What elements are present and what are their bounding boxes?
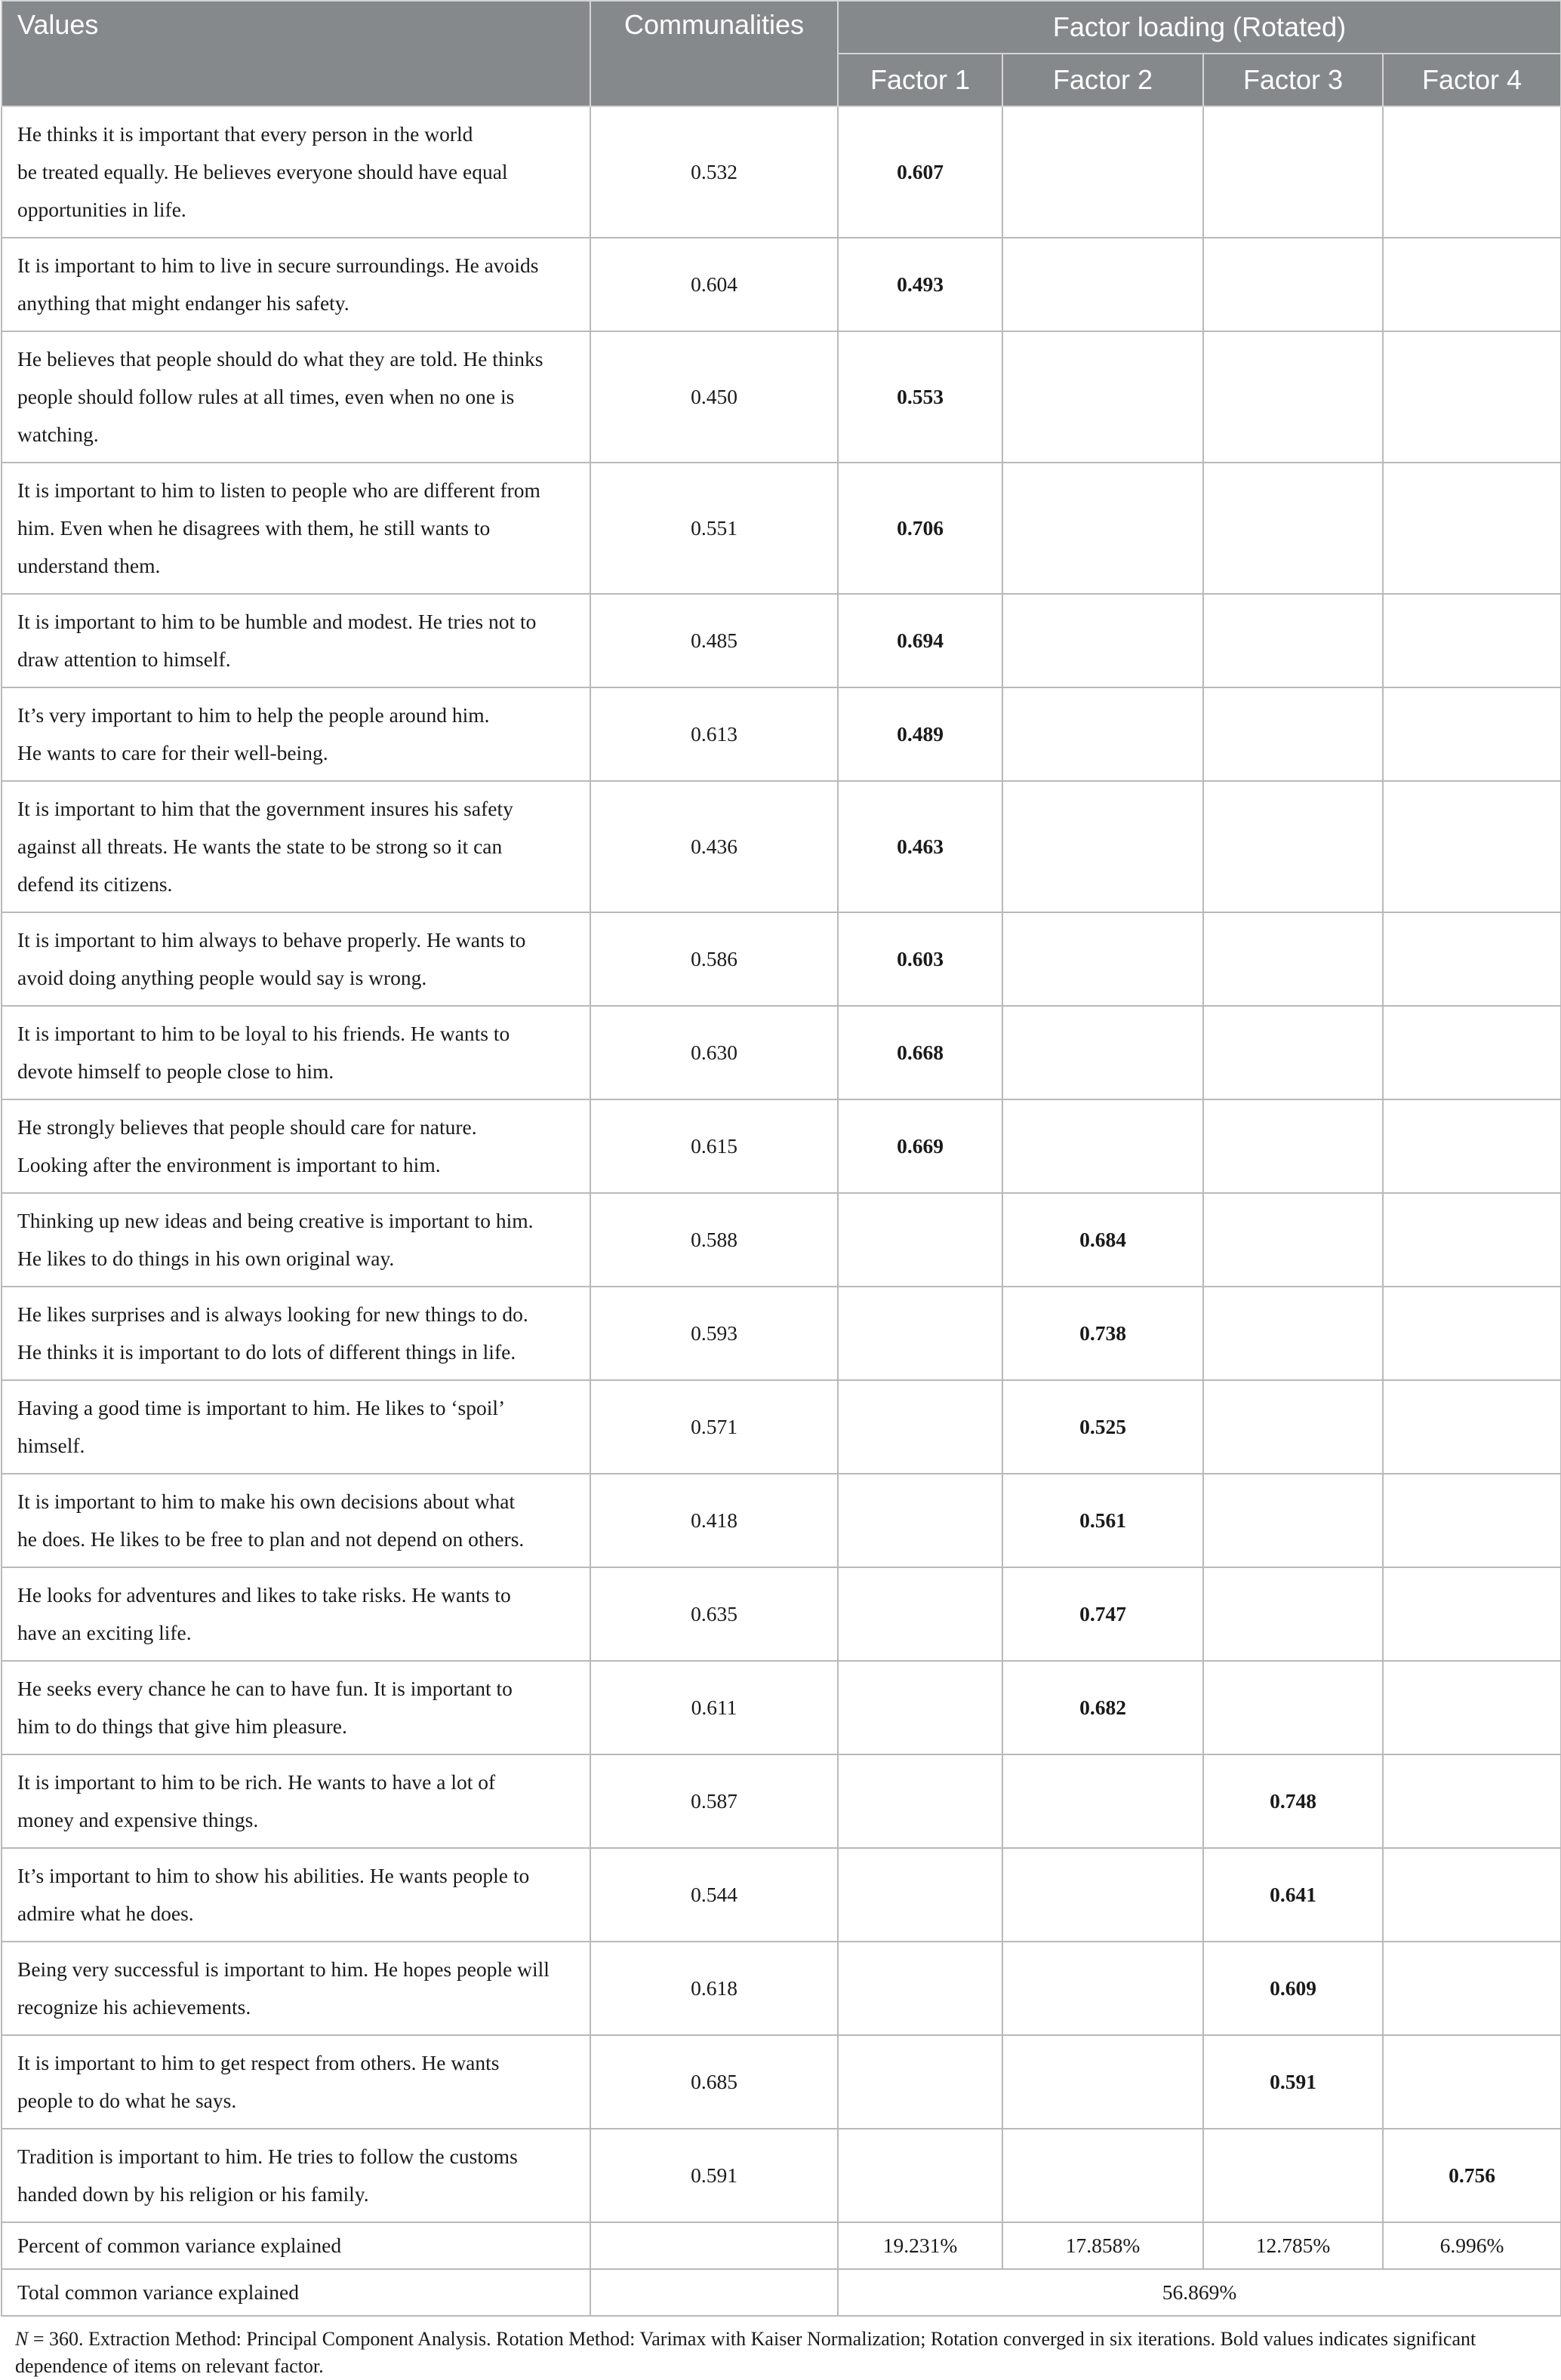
factor-1-loading — [838, 1848, 1002, 1942]
value-item-text — [2, 1193, 590, 1287]
footnote-text: = 360. Extraction Method: Principal Component Analysis. Rotation Method: Varimax with Kaiser Normalization; Rotation converged in six iterations. Bold values indicates significant dependence of items on relevant factor. — [15, 2328, 1476, 2377]
value-item-line: recognize his achievements. — [17, 1995, 251, 2019]
value-item-line: devote himself to people close to him. — [17, 1059, 334, 1083]
communality-value: 0.685 — [590, 2035, 838, 2129]
factor-2-loading: 0.561 — [1002, 1474, 1203, 1567]
value-item-line: people to do what he says. — [17, 2089, 237, 2112]
communality-value: 0.593 — [590, 1287, 838, 1380]
value-item-line: It’s very important to him to help the people around him. — [17, 703, 490, 727]
factor-4-loading — [1383, 331, 1561, 463]
value-item-text — [2, 331, 590, 463]
value-item-text — [2, 1848, 590, 1942]
factor-4-loading — [1383, 1848, 1561, 1942]
communality-value: 0.588 — [590, 1193, 838, 1287]
communality-value: 0.587 — [590, 1754, 838, 1848]
header-values: Values — [2, 1, 590, 106]
value-item-line: handed down by his religion or his family. — [17, 2182, 369, 2206]
factor-2-loading — [1002, 1006, 1203, 1099]
factor-2-loading: 0.682 — [1002, 1661, 1203, 1754]
value-item-line: It is important to him to get respect from others. He wants — [17, 2051, 500, 2074]
factor-3-loading — [1203, 1099, 1383, 1193]
percent-variance-factor-4: 6.996% — [1383, 2222, 1561, 2269]
total-variance-value: 56.869% — [838, 2269, 1561, 2316]
factor-3-loading — [1203, 238, 1383, 331]
header-factor-2: Factor 2 — [1002, 54, 1203, 106]
factor-3-loading — [1203, 2129, 1383, 2222]
factor-2-loading: 0.525 — [1002, 1380, 1203, 1474]
factor-4-loading — [1383, 912, 1561, 1006]
value-item-text — [2, 594, 590, 687]
table-row — [2, 1006, 1561, 1099]
value-item-line: He thinks it is important that every person in the world — [17, 122, 473, 146]
total-variance-communalities-cell — [590, 2269, 838, 2316]
factor-2-loading — [1002, 781, 1203, 912]
summary-row-percent — [2, 2222, 1561, 2269]
value-item-line: watching. — [17, 423, 99, 446]
factor-2-loading — [1002, 1942, 1203, 2035]
factor-2-loading — [1002, 331, 1203, 463]
table-row — [2, 1287, 1561, 1380]
factor-4-loading — [1383, 781, 1561, 912]
value-item-line: It is important to him to be rich. He wants to have a lot of — [17, 1770, 496, 1794]
factor-3-loading — [1203, 687, 1383, 781]
table-row — [2, 1474, 1561, 1567]
factor-2-loading — [1002, 106, 1203, 238]
value-item-text — [2, 463, 590, 594]
factor-2-loading — [1002, 912, 1203, 1006]
header-factor-3: Factor 3 — [1203, 54, 1383, 106]
factor-4-loading — [1383, 463, 1561, 594]
factor-4-loading — [1383, 687, 1561, 781]
communality-value: 0.604 — [590, 238, 838, 331]
table-footnote — [0, 2317, 1561, 2380]
value-item-line: He likes surprises and is always looking for new things to do. — [17, 1302, 528, 1326]
factor-3-loading — [1203, 106, 1383, 238]
value-item-line: money and expensive things. — [17, 1808, 259, 1831]
factor-2-loading — [1002, 463, 1203, 594]
factor-1-loading — [838, 1193, 1002, 1287]
value-item-text — [2, 2129, 590, 2222]
communality-value: 0.532 — [590, 106, 838, 238]
factor-1-loading: 0.669 — [838, 1099, 1002, 1193]
factor-1-loading: 0.607 — [838, 106, 1002, 238]
factor-3-loading — [1203, 463, 1383, 594]
factor-1-loading: 0.489 — [838, 687, 1002, 781]
value-item-line: Being very successful is important to him. He hopes people will — [17, 1957, 550, 1981]
value-item-text — [2, 1380, 590, 1474]
factor-2-loading — [1002, 687, 1203, 781]
value-item-line: He believes that people should do what they are told. He thinks — [17, 347, 543, 371]
factor-2-loading — [1002, 1848, 1203, 1942]
communality-value: 0.485 — [590, 594, 838, 687]
table-row — [2, 106, 1561, 238]
header-communalities: Communalities — [590, 1, 838, 106]
communality-value: 0.571 — [590, 1380, 838, 1474]
factor-1-loading — [838, 1380, 1002, 1474]
value-item-line: It is important to him to be loyal to his friends. He wants to — [17, 1022, 510, 1045]
value-item-line: people should follow rules at all times, even when no one is — [17, 385, 515, 408]
factor-4-loading — [1383, 1193, 1561, 1287]
value-item-line: He seeks every chance he can to have fun. It is important to — [17, 1677, 513, 1700]
value-item-text — [2, 1099, 590, 1193]
value-item-text — [2, 1942, 590, 2035]
table-row — [2, 331, 1561, 463]
factor-3-loading: 0.591 — [1203, 2035, 1383, 2129]
factor-1-loading — [838, 1942, 1002, 2035]
factor-4-loading — [1383, 1661, 1561, 1754]
value-item-line: It is important to him to live in secure surroundings. He avoids — [17, 254, 539, 277]
factor-3-loading — [1203, 1661, 1383, 1754]
communality-value: 0.615 — [590, 1099, 838, 1193]
factor-1-loading — [838, 1661, 1002, 1754]
percent-variance-label: Percent of common variance explained — [2, 2222, 590, 2269]
factor-4-loading — [1383, 1474, 1561, 1567]
factor-3-loading — [1203, 1474, 1383, 1567]
factor-4-loading — [1383, 1942, 1561, 2035]
communality-value: 0.551 — [590, 463, 838, 594]
communality-value: 0.418 — [590, 1474, 838, 1567]
factor-2-loading — [1002, 238, 1203, 331]
communality-value: 0.544 — [590, 1848, 838, 1942]
value-item-line: It’s important to him to show his abilities. He wants people to — [17, 1864, 530, 1887]
factor-3-loading — [1203, 1006, 1383, 1099]
value-item-line: It is important to him to be humble and modest. He tries not to — [17, 610, 537, 633]
communality-value: 0.591 — [590, 2129, 838, 2222]
table-body — [2, 106, 1561, 2316]
communality-value: 0.630 — [590, 1006, 838, 1099]
communality-value: 0.618 — [590, 1942, 838, 2035]
value-item-line: He likes to do things in his own original way. — [17, 1247, 395, 1270]
communality-value: 0.450 — [590, 331, 838, 463]
header-factor-4: Factor 4 — [1383, 54, 1561, 106]
factor-4-loading — [1383, 594, 1561, 687]
factor-3-loading — [1203, 331, 1383, 463]
factor-3-loading — [1203, 1567, 1383, 1661]
factor-1-loading: 0.668 — [838, 1006, 1002, 1099]
header-factor-1: Factor 1 — [838, 54, 1002, 106]
factor-4-loading — [1383, 238, 1561, 331]
table-row — [2, 1661, 1561, 1754]
value-item-line: himself. — [17, 1434, 85, 1457]
value-item-text — [2, 781, 590, 912]
percent-variance-communalities-cell — [590, 2222, 838, 2269]
value-item-text — [2, 1474, 590, 1567]
factor-4-loading: 0.756 — [1383, 2129, 1561, 2222]
factor-1-loading: 0.706 — [838, 463, 1002, 594]
value-item-line: opportunities in life. — [17, 198, 186, 221]
value-item-line: him. Even when he disagrees with them, he still wants to — [17, 516, 491, 540]
table-row — [2, 1848, 1561, 1942]
value-item-line: He wants to care for their well-being. — [17, 741, 328, 764]
factor-2-loading — [1002, 2035, 1203, 2129]
value-item-text — [2, 1661, 590, 1754]
factor-2-loading: 0.684 — [1002, 1193, 1203, 1287]
value-item-text — [2, 687, 590, 781]
factor-2-loading — [1002, 1099, 1203, 1193]
total-variance-label: Total common variance explained — [2, 2269, 590, 2316]
table-row — [2, 687, 1561, 781]
percent-variance-factor-2: 17.858% — [1002, 2222, 1203, 2269]
header-factor-loading-group: Factor loading (Rotated) — [838, 1, 1561, 54]
factor-1-loading — [838, 1287, 1002, 1380]
factor-4-loading — [1383, 1380, 1561, 1474]
table-row — [2, 1099, 1561, 1193]
factor-3-loading: 0.641 — [1203, 1848, 1383, 1942]
value-item-line: defend its citizens. — [17, 872, 173, 896]
communality-value: 0.613 — [590, 687, 838, 781]
value-item-line: Thinking up new ideas and being creative is important to him. — [17, 1209, 534, 1232]
table-row — [2, 2035, 1561, 2129]
communality-value: 0.611 — [590, 1661, 838, 1754]
table-row — [2, 1754, 1561, 1848]
footnote-n-label: N — [15, 2328, 29, 2350]
value-item-line: It is important to him that the government insures his safety — [17, 797, 513, 820]
factor-1-loading — [838, 1754, 1002, 1848]
factor-4-loading — [1383, 1754, 1561, 1848]
value-item-line: Tradition is important to him. He tries to follow the customs — [17, 2145, 518, 2168]
table-row — [2, 594, 1561, 687]
factor-3-loading — [1203, 594, 1383, 687]
value-item-line: understand them. — [17, 554, 161, 577]
factor-1-loading: 0.553 — [838, 331, 1002, 463]
value-item-line: have an exciting life. — [17, 1621, 192, 1644]
factor-2-loading: 0.747 — [1002, 1567, 1203, 1661]
factor-3-loading — [1203, 1380, 1383, 1474]
value-item-line: He strongly believes that people should care for nature. — [17, 1115, 477, 1139]
table-header — [2, 1, 1561, 106]
factor-4-loading — [1383, 1287, 1561, 1380]
factor-3-loading — [1203, 1193, 1383, 1287]
value-item-line: admire what he does. — [17, 1902, 194, 1925]
value-item-line: avoid doing anything people would say is wrong. — [17, 966, 427, 989]
table-row — [2, 1193, 1561, 1287]
table-row — [2, 781, 1561, 912]
value-item-text — [2, 1567, 590, 1661]
factor-1-loading: 0.694 — [838, 594, 1002, 687]
value-item-line: It is important to him always to behave properly. He wants to — [17, 928, 526, 952]
value-item-text — [2, 238, 590, 331]
value-item-line: It is important to him to listen to people who are different from — [17, 478, 540, 502]
factor-3-loading — [1203, 912, 1383, 1006]
table-row — [2, 1567, 1561, 1661]
factor-3-loading: 0.748 — [1203, 1754, 1383, 1848]
table-row — [2, 238, 1561, 331]
factor-2-loading — [1002, 2129, 1203, 2222]
factor-1-loading — [838, 2035, 1002, 2129]
factor-1-loading: 0.463 — [838, 781, 1002, 912]
factor-1-loading — [838, 1474, 1002, 1567]
factor-4-loading — [1383, 1567, 1561, 1661]
value-item-text — [2, 912, 590, 1006]
factor-1-loading — [838, 1567, 1002, 1661]
factor-3-loading: 0.609 — [1203, 1942, 1383, 2035]
communality-value: 0.436 — [590, 781, 838, 912]
value-item-line: Having a good time is important to him. He likes to ‘spoil’ — [17, 1396, 506, 1419]
percent-variance-factor-1: 19.231% — [838, 2222, 1002, 2269]
table-row — [2, 1942, 1561, 2035]
value-item-text — [2, 1287, 590, 1380]
table-row — [2, 2129, 1561, 2222]
factor-4-loading — [1383, 106, 1561, 238]
factor-4-loading — [1383, 1006, 1561, 1099]
value-item-line: be treated equally. He believes everyone should have equal — [17, 160, 508, 183]
table-row — [2, 912, 1561, 1006]
value-item-line: anything that might endanger his safety. — [17, 291, 349, 315]
factor-4-loading — [1383, 2035, 1561, 2129]
value-item-text — [2, 1754, 590, 1848]
value-item-line: against all threats. He wants the state to be strong so it can — [17, 835, 503, 858]
value-item-line: draw attention to himself. — [17, 647, 231, 671]
factor-3-loading — [1203, 781, 1383, 912]
factor-1-loading — [838, 2129, 1002, 2222]
communality-value: 0.586 — [590, 912, 838, 1006]
table-row — [2, 463, 1561, 594]
value-item-text — [2, 1006, 590, 1099]
factor-2-loading — [1002, 1754, 1203, 1848]
factor-1-loading: 0.603 — [838, 912, 1002, 1006]
factor-2-loading — [1002, 594, 1203, 687]
value-item-line: he does. He likes to be free to plan and not depend on others. — [17, 1527, 525, 1551]
percent-variance-factor-3: 12.785% — [1203, 2222, 1383, 2269]
value-item-line: He thinks it is important to do lots of different things in life. — [17, 1340, 516, 1364]
value-item-line: He looks for adventures and likes to take risks. He wants to — [17, 1583, 511, 1607]
value-item-line: It is important to him to make his own decisions about what — [17, 1490, 516, 1513]
value-item-line: him to do things that give him pleasure. — [17, 1714, 347, 1738]
factor-2-loading: 0.738 — [1002, 1287, 1203, 1380]
table-row — [2, 1380, 1561, 1474]
value-item-text — [2, 2035, 590, 2129]
factor-3-loading — [1203, 1287, 1383, 1380]
value-item-text — [2, 106, 590, 238]
summary-row-total — [2, 2269, 1561, 2316]
communality-value: 0.635 — [590, 1567, 838, 1661]
factor-1-loading: 0.493 — [838, 238, 1002, 331]
value-item-line: Looking after the environment is important to him. — [17, 1153, 441, 1176]
factor-4-loading — [1383, 1099, 1561, 1193]
factor-loading-table — [1, 0, 1561, 2317]
